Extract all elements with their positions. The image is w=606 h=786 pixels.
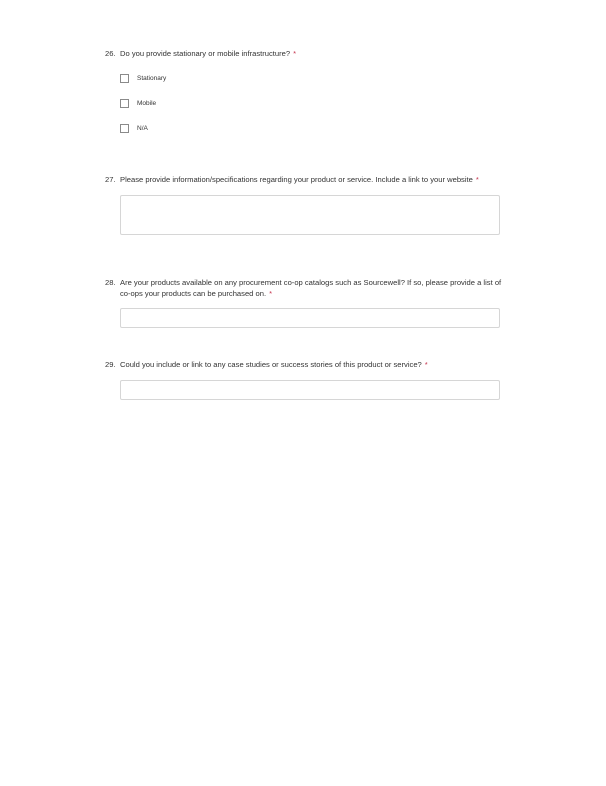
question-28 xyxy=(105,277,505,328)
question-text: Please provide information/specifications regarding your product or service. Include a link to your website xyxy=(120,175,473,184)
question-number: 28. xyxy=(105,278,116,287)
option-na[interactable] xyxy=(120,116,505,141)
option-stationary[interactable] xyxy=(120,66,505,91)
question-title xyxy=(105,174,505,185)
question-text: Could you include or link to any case studies or success stories of this product or service? xyxy=(120,360,422,369)
checkbox[interactable] xyxy=(120,74,129,83)
answer-input[interactable] xyxy=(120,380,500,400)
question-29 xyxy=(105,359,505,400)
checkbox[interactable] xyxy=(120,124,129,133)
question-27 xyxy=(105,174,505,235)
required-asterisk: * xyxy=(293,49,297,58)
option-label: Stationary xyxy=(137,75,167,82)
required-asterisk: * xyxy=(475,175,479,184)
required-asterisk: * xyxy=(424,360,428,369)
option-label: N/A xyxy=(137,125,148,132)
option-mobile[interactable] xyxy=(120,91,505,116)
question-text: Are your products available on any procurement co-op catalogs such as Sourcewell? If so, please provide a list of co-ops your products can be purchased on. xyxy=(120,278,502,298)
question-text: Do you provide stationary or mobile infrastructure? xyxy=(120,49,291,58)
required-asterisk: * xyxy=(269,289,273,298)
option-label: Mobile xyxy=(137,100,157,107)
question-title xyxy=(105,277,505,299)
question-title xyxy=(105,48,505,59)
question-26 xyxy=(105,48,505,141)
answer-input[interactable] xyxy=(120,308,500,328)
question-number: 26. xyxy=(105,49,116,58)
question-title xyxy=(105,359,505,370)
answer-textarea[interactable] xyxy=(120,195,500,235)
checkbox[interactable] xyxy=(120,99,129,108)
question-number: 27. xyxy=(105,175,116,184)
checkbox-group xyxy=(120,66,505,141)
question-number: 29. xyxy=(105,360,116,369)
